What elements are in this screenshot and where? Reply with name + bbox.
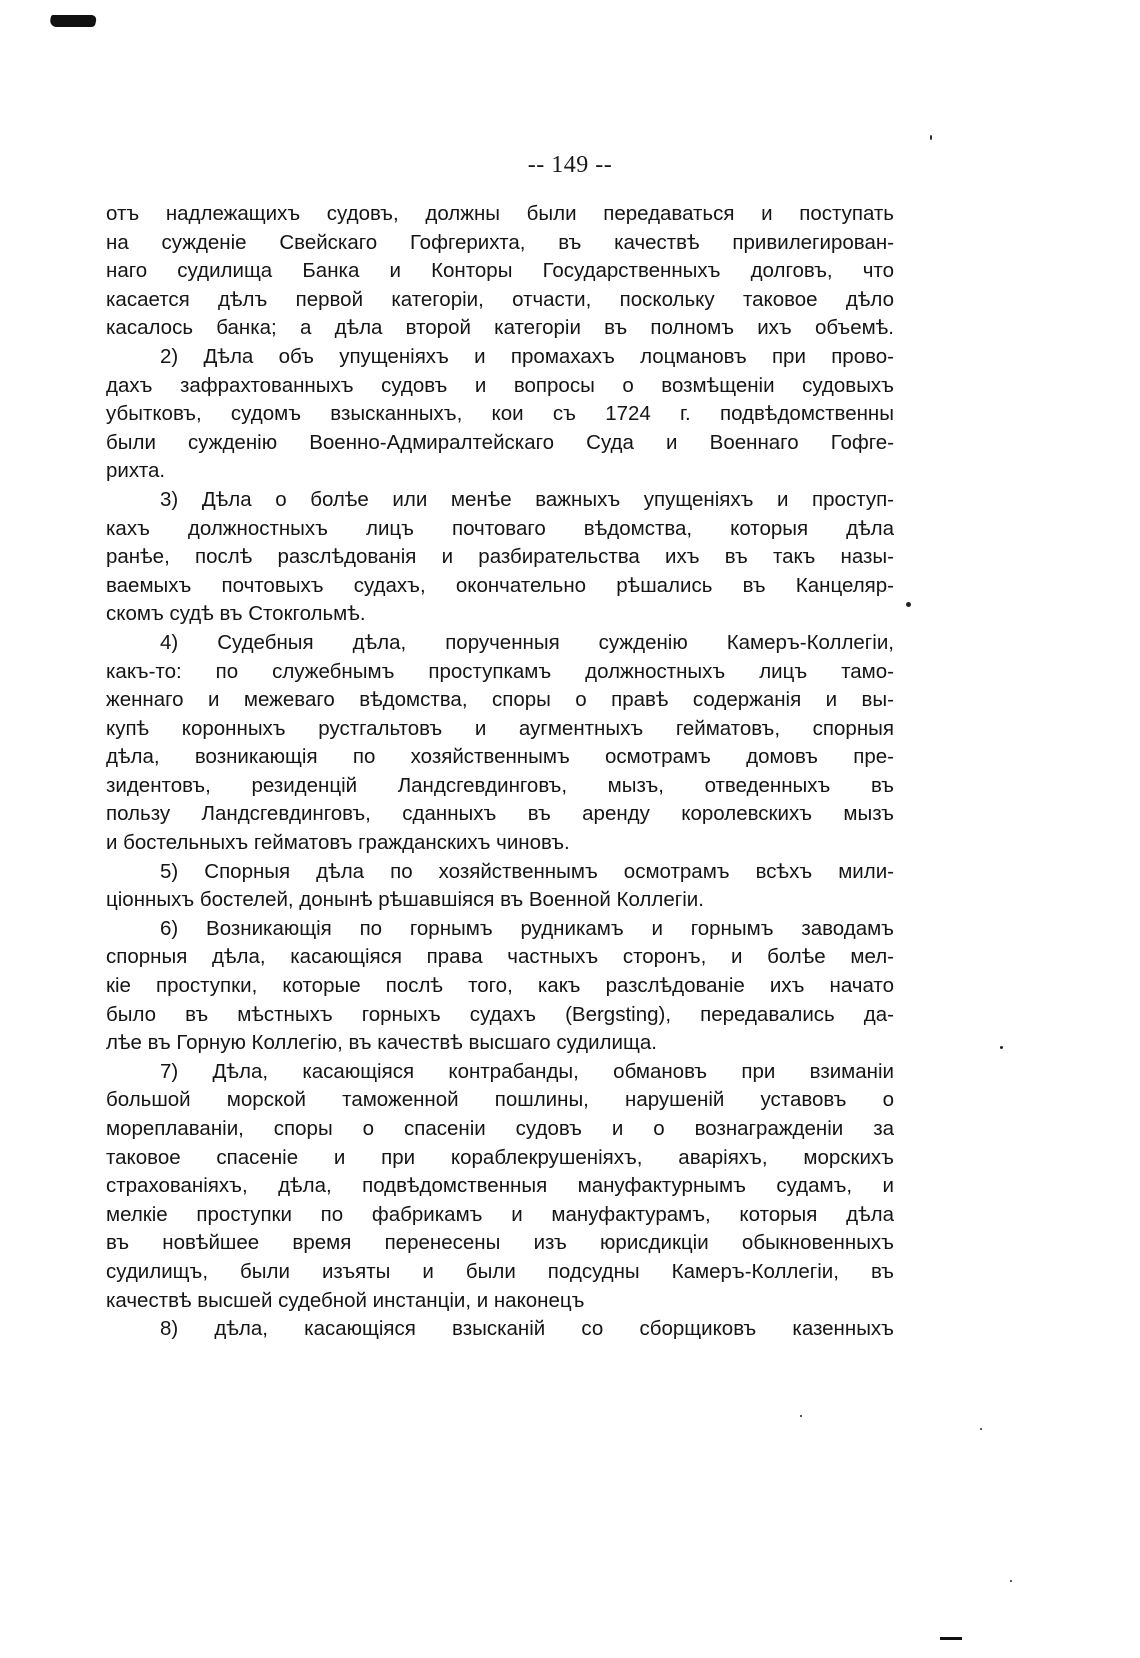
- text-line: пользу Ландсгевдинговъ, сданныхъ въ аренду королевскихъ мызъ: [106, 802, 894, 826]
- text-line: таковое спасеніе и при кораблекрушеніяхъ, аваріяхъ, морскихъ: [106, 1145, 894, 1169]
- text-line: ранѣе, послѣ разслѣдованія и разбирательства ихъ въ такъ назы-: [106, 545, 894, 569]
- ink-dash: [940, 1637, 962, 1640]
- ink-speck: [1000, 1046, 1003, 1049]
- text-line: были сужденію Военно-Адмиралтейскаго Суда и Военнаго Гофге-: [106, 430, 894, 454]
- text-line: какъ-то: по служебнымъ проступкамъ должностныхъ лицъ тамо-: [106, 659, 894, 683]
- ink-speck: [980, 1428, 982, 1430]
- text-line: отъ надлежащихъ судовъ, должны были передаваться и поступать: [106, 202, 894, 225]
- text-line: рихта.: [106, 459, 166, 483]
- text-line: большой морской таможенной пошлины, нарушеній уставовъ о: [106, 1088, 894, 1112]
- text-line: мореплаваніи, споры о спасеніи судовъ и о вознагражденіи за: [106, 1117, 894, 1140]
- text-line: спорныя дѣла, касающіяся права частныхъ сторонъ, и болѣе мел-: [106, 945, 894, 969]
- body-text: [106, 200, 894, 1344]
- text-line: судилищъ, были изъяты и были подсудны Камеръ-Коллегіи, въ: [106, 1259, 894, 1283]
- text-line: ваемыхъ почтовыхъ судахъ, окончательно рѣшались въ Канцеляр-: [106, 573, 894, 597]
- text-line: лѣе въ Горную Коллегію, въ качествѣ высшаго судилища.: [106, 1031, 657, 1055]
- text-line: 5) Спорныя дѣла по хозяйственнымъ осмотрамъ всѣхъ мили-: [160, 859, 894, 883]
- text-line: купѣ коронныхъ рустгальтовъ и аугментныхъ гейматовъ, спорныя: [106, 716, 894, 740]
- text-line: было въ мѣстныхъ горныхъ судахъ (Bergsting), передавались да-: [106, 1002, 894, 1026]
- text-line: скомъ судѣ въ Стокгольмѣ.: [106, 602, 366, 626]
- text-line: женнаго и межеваго вѣдомства, споры о правѣ содержанія и вы-: [106, 688, 894, 712]
- text-line: 2) Дѣла объ упущеніяхъ и промахахъ лоцмановъ при прово-: [160, 344, 894, 368]
- text-line: наго судилища Банка и Конторы Государственныхъ долговъ, что: [106, 259, 894, 283]
- ink-speck: [800, 1415, 802, 1417]
- corner-ink-mark: [49, 15, 98, 27]
- text-line: страхованіяхъ, дѣла, подвѣдомственныя мануфактурнымъ судамъ, и: [106, 1174, 894, 1198]
- ink-speck: [906, 602, 911, 607]
- text-line: дахъ зафрахтованныхъ судовъ и вопросы о возмѣщеніи судовыхъ: [106, 373, 894, 397]
- text-line: дѣла, возникающія по хозяйственнымъ осмотрамъ домовъ пре-: [106, 745, 894, 769]
- text-line: кахъ должностныхъ лицъ почтоваго вѣдомства, которыя дѣла: [106, 516, 894, 540]
- text-line: мелкіе проступки по фабрикамъ и мануфактурамъ, которыя дѣла: [106, 1202, 894, 1226]
- text-line: кіе проступки, которые послѣ того, какъ разслѣдованіе ихъ начато: [106, 974, 894, 998]
- text-line: 7) Дѣла, касающіяся контрабанды, обмановъ при взиманіи: [160, 1059, 894, 1083]
- text-line: въ новѣйшее время перенесены изъ юрисдикціи обыкновенныхъ: [106, 1231, 894, 1255]
- text-line: убытковъ, судомъ взысканныхъ, кои съ 1724 г. подвѣдомственны: [106, 402, 894, 426]
- text-line: 6) Возникающія по горнымъ рудникамъ и горнымъ заводамъ: [160, 916, 894, 940]
- ink-speck: [930, 135, 932, 140]
- text-line: 3) Дѣла о болѣе или менѣе важныхъ упущеніяхъ и проступ-: [160, 487, 894, 511]
- page-number: -- 149 --: [527, 152, 613, 178]
- text-line: качествѣ высшей судебной инстанціи, и наконецъ: [106, 1288, 585, 1312]
- text-line: касалось банка; а дѣла второй категоріи въ полномъ ихъ объемѣ.: [106, 316, 894, 340]
- text-line: 4) Судебныя дѣла, порученныя сужденію Камеръ-Коллегіи,: [160, 630, 894, 654]
- text-line: касается дѣлъ первой категоріи, отчасти, поскольку таковое дѣло: [106, 287, 894, 311]
- ink-speck: [1010, 1580, 1012, 1582]
- text-line: на сужденіе Свейскаго Гофгерихта, въ качествѣ привилегирован-: [106, 230, 894, 254]
- text-line: 8) дѣла, касающіяся взысканій со сборщиковъ казенныхъ: [160, 1317, 894, 1341]
- text-line: зидентовъ, резиденцій Ландсгевдинговъ, мызъ, отведенныхъ въ: [106, 773, 894, 797]
- text-line: ціонныхъ бостелей, донынѣ рѣшавшіяся въ Военной Коллегіи.: [106, 888, 704, 912]
- text-line: и бостельныхъ гейматовъ гражданскихъ чиновъ.: [106, 831, 570, 855]
